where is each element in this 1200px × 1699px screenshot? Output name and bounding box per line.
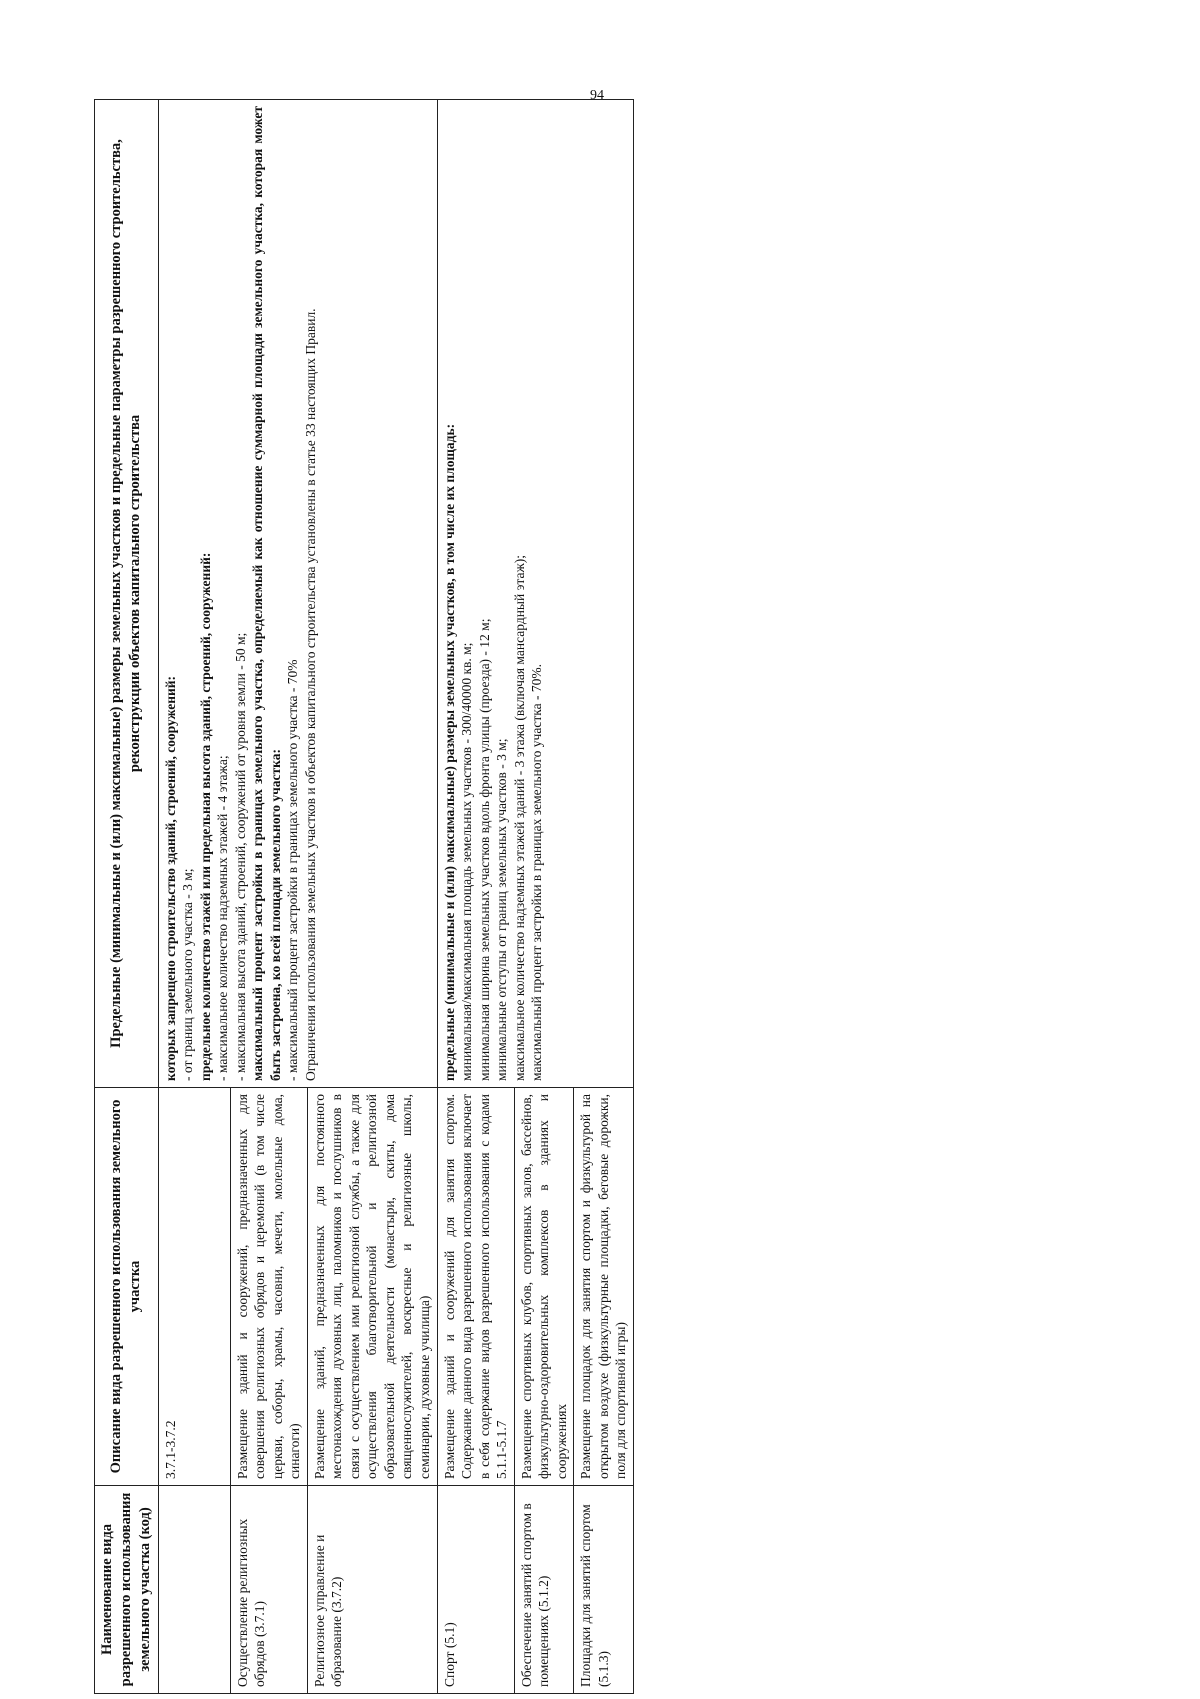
param-line: Ограничения использования земельных участков и объектов капитального строительства установлены в статье 33 настоящих Правил. — [302, 308, 318, 1081]
row-description-cell: 3.7.1-3.7.2 — [158, 1088, 230, 1486]
row-description-cell: Размещение площадок для занятия спортом и физкультурой на открытом воздухе (физкультурные площадки, беговые дорожки, поля для спортивной игры) — [574, 1088, 634, 1486]
param-line: предельные (минимальные и (или) максимальные) размеры земельных участков, в том числе их площадь: — [441, 423, 457, 1081]
row-name-cell: Обеспечение занятий спортом в помещениях (5.1.2) — [514, 1486, 574, 1694]
row-name-cell: Осуществление религиозных обрядов (3.7.1) — [230, 1486, 307, 1694]
parameters-cell-religion — [158, 100, 437, 1088]
header-parameters-column: Предельные (минимальные и (или) максимальные) размеры земельных участков и предельные параметры разрешенного строительства, реконструкции объектов капитального строительства — [95, 100, 159, 1088]
table-row — [158, 100, 230, 1694]
param-line: минимальные отступы от границ земельных участков - 3 м; — [494, 738, 510, 1081]
param-line: - от границ земельного участка - 3 м; — [180, 868, 196, 1081]
row-name-cell: Спорт (5.1) — [437, 1486, 514, 1694]
param-line: максимальное количество надземных этажей зданий - 3 этажа (включая мансардный этаж); — [511, 554, 527, 1081]
row-description-cell: Размещение зданий и сооружений для занятия спортом. Содержание данного вида разрешенного использования включает в себя содержание видов разрешенного использования с кодами 5.1.1-5.1.7 — [437, 1088, 514, 1486]
page-number: 94 — [590, 88, 604, 103]
row-description-cell: Размещение зданий, предназначенных для постоянного местонахождения духовных лиц, паломников и послушников в связи с осуществлением ими религиозной службы, а также для осуществления благотворительной и религиозной образовательной деятельности (монастыри, скиты, дома священнослужителей, воскресные и религиозные школы, семинарии, духовные училища) — [307, 1088, 437, 1486]
param-line: максимальный процент застройки в границах земельного участка - 70%. — [529, 664, 545, 1081]
param-line: - максимальное количество надземных этажей - 4 этажа; — [215, 755, 231, 1081]
table-header-row — [95, 100, 159, 1694]
param-line: которых запрещено строительство зданий, строений, сооружений: — [162, 675, 178, 1081]
header-name-column: Наименование вида разрешенного использования земельного участка (код) — [95, 1486, 159, 1694]
table-row — [437, 100, 514, 1694]
param-line: минимальная ширина земельных участков вдоль фронта улицы (проезда) - 12 м; — [476, 618, 492, 1081]
rotated-page — [94, 100, 1114, 1694]
param-line: - максимальная высота зданий, строений, сооружений от уровня земли - 50 м; — [232, 632, 248, 1081]
header-description-column: Описание вида разрешенного использования земельного участка — [95, 1088, 159, 1486]
row-name-cell — [158, 1486, 230, 1694]
parameters-cell-sport — [437, 100, 633, 1088]
row-description-cell: Размещение зданий и сооружений, предназначенных для совершения религиозных обрядов и церемоний (в том числе церкви, соборы, храмы, часовни, мечети, молельные дома, синагоги) — [230, 1088, 307, 1486]
row-name-cell: Площадки для занятий спортом (5.1.3) — [574, 1486, 634, 1694]
param-line: предельное количество этажей или предельная высота зданий, строений, сооружений: — [197, 552, 213, 1081]
param-line: минимальная/максимальная площадь земельных участков - 300/40000 кв. м; — [459, 642, 475, 1081]
param-line: максимальный процент застройки в границах земельного участка, определяемый как отношение суммарной площади земельного участка, которая может быть застроена, ко всей площади земельного участка: — [250, 106, 283, 1081]
zoning-table — [94, 99, 634, 1694]
row-description-cell: Размещение спортивных клубов, спортивных залов, бассейнов, физкультурно-оздоровительных комплексов в зданиях и сооружениях — [514, 1088, 574, 1486]
row-name-cell: Религиозное управление и образование (3.7.2) — [307, 1486, 437, 1694]
param-line: - максимальный процент застройки в границах земельного участка - 70% — [285, 659, 301, 1081]
